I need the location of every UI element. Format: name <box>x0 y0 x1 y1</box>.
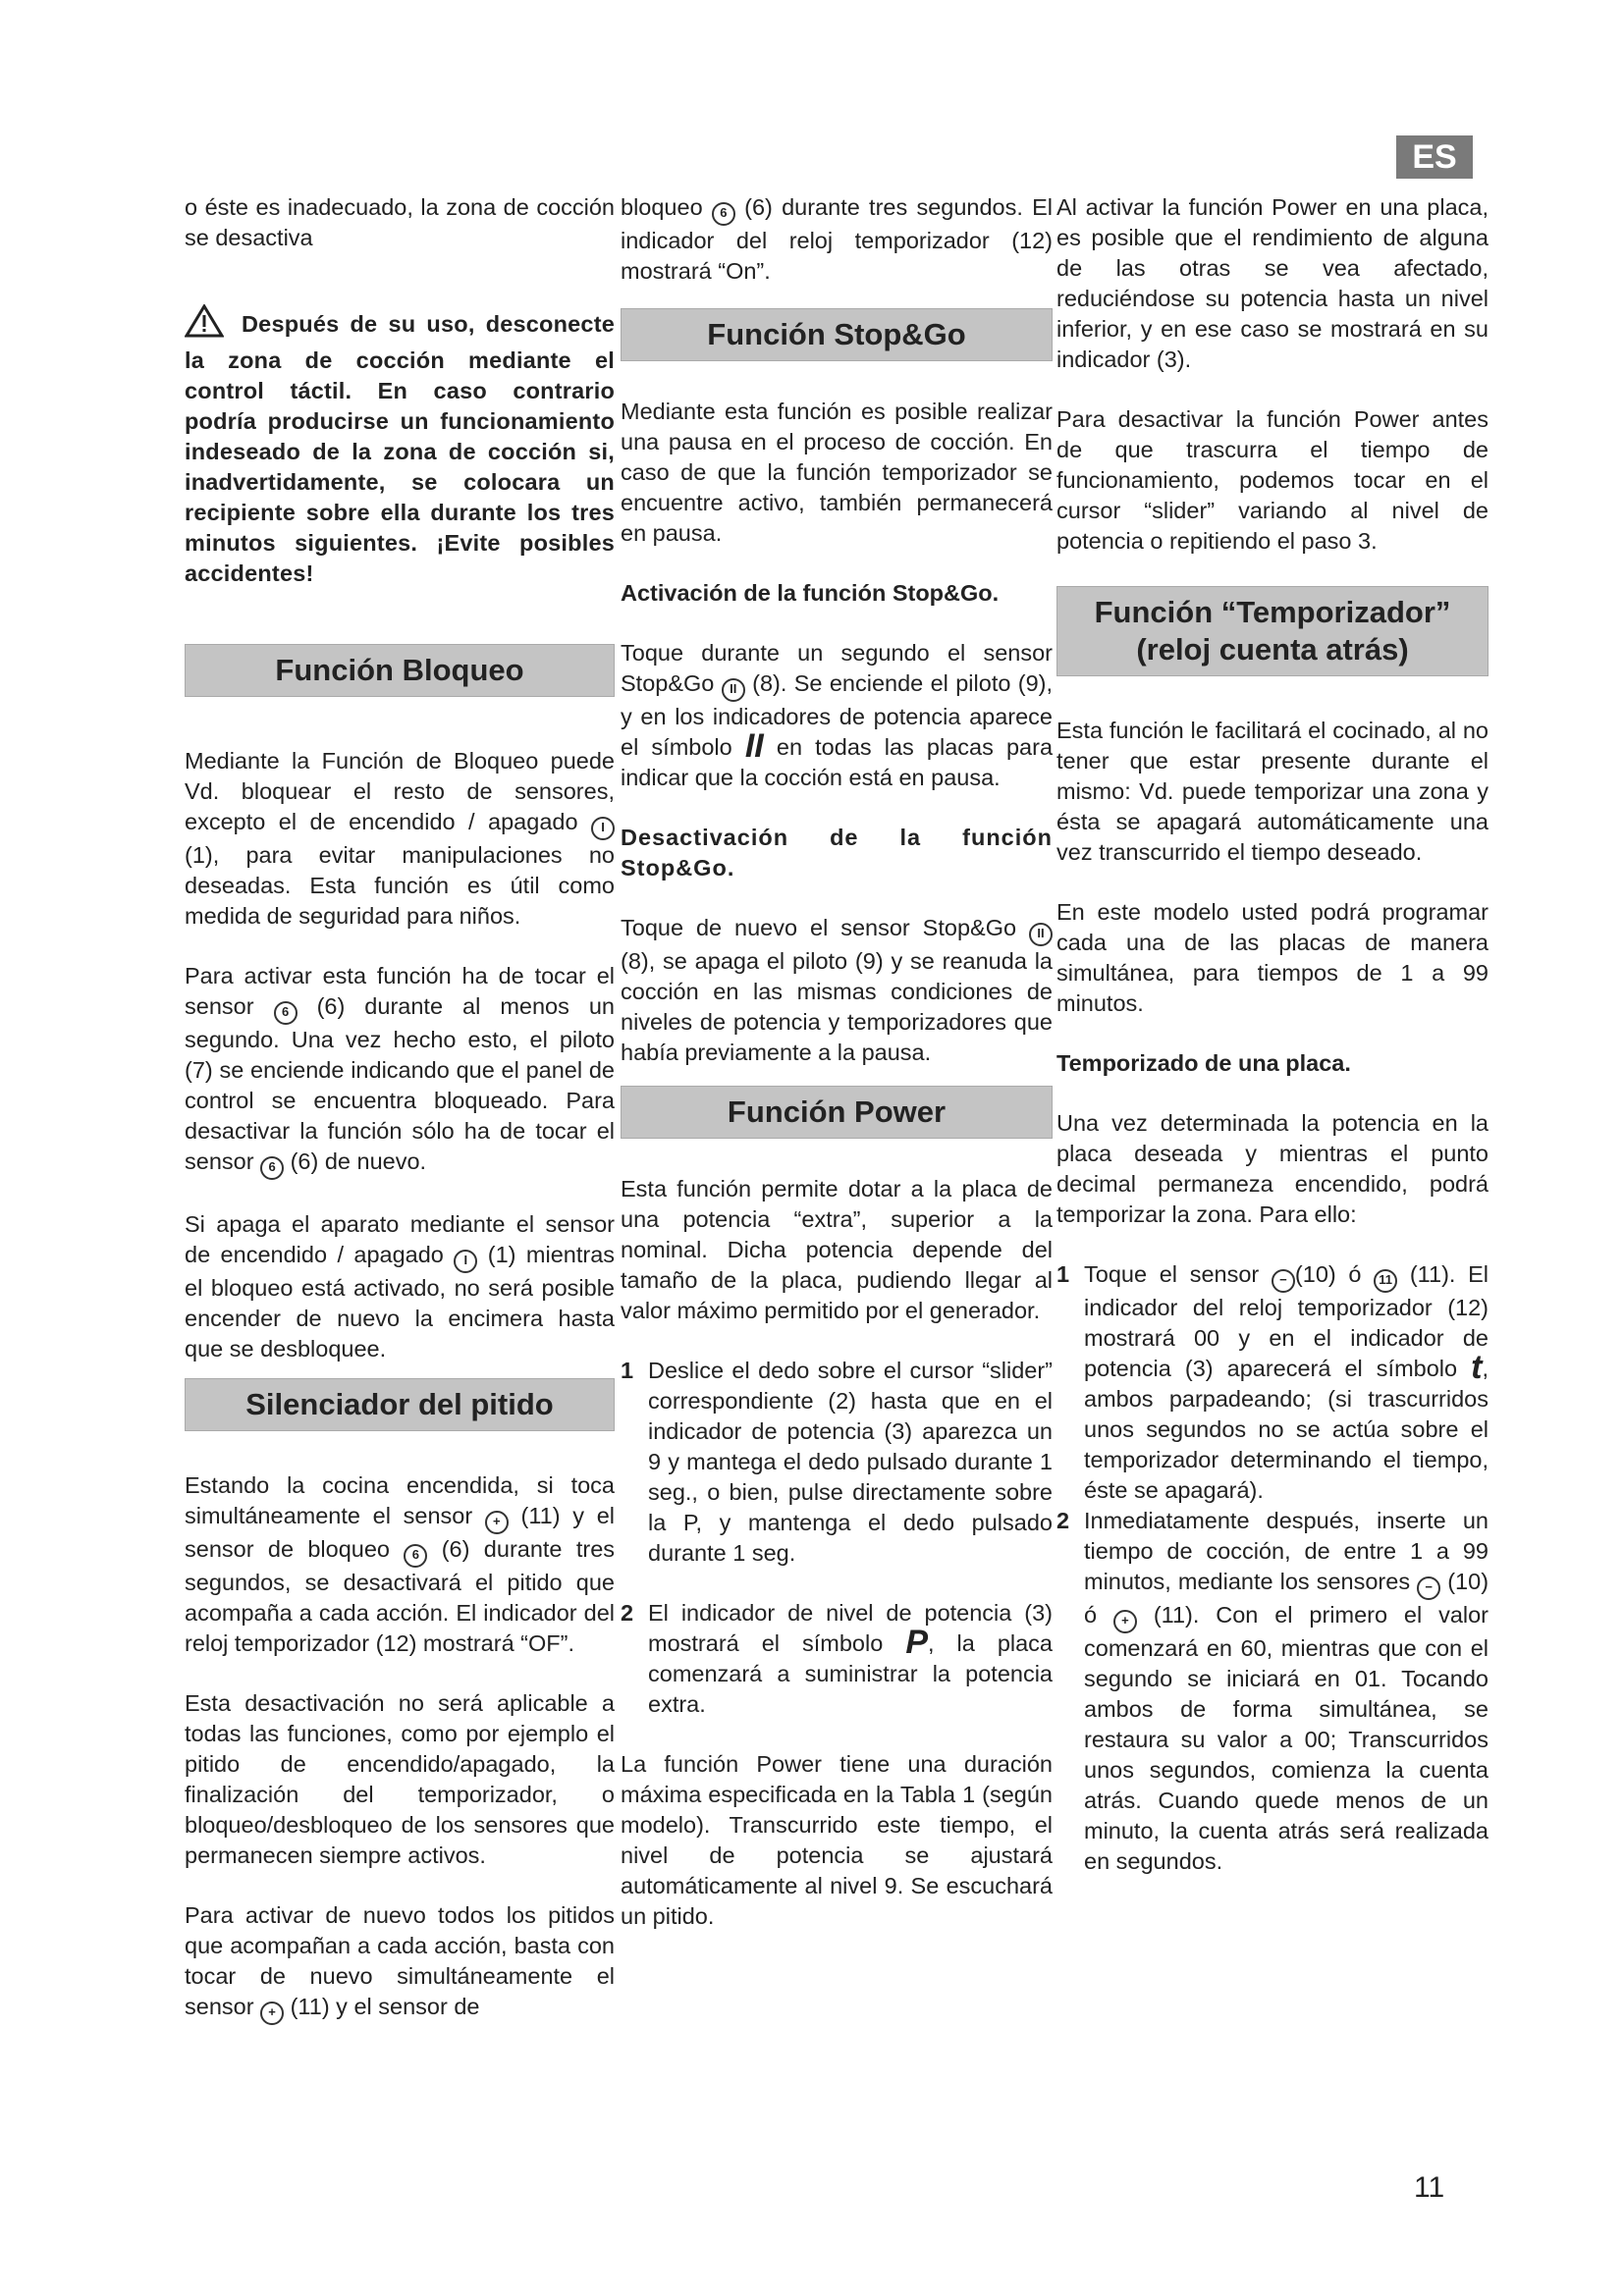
stopgo-sensor-icon: II <box>722 678 745 702</box>
paragraph: Esta función le facilitará el cocinado, al no tener que estar presente durante el mismo: Vd. puede temporizar una zona y ésta se apagará automáticamente una vez transcurrido el tiempo deseado. <box>1056 718 1489 865</box>
paragraph: Una vez determinada la potencia en la placa deseada y mientras el punto decimal permaneza encendido, podrá temporizar la zona. Para ello: <box>1056 1110 1489 1227</box>
paragraph: En este modelo usted podrá programar cada una de las placas de manera simultánea, para tiempos de 1 a 99 minutos. <box>1056 899 1489 1016</box>
paragraph: Toque durante un segundo el sensor Stop&Go II (8). Se enciende el piloto (9), y en los indicadores de potencia aparece el símbolo II en todas las placas para indicar que la cocción está en pausa. <box>621 640 1054 790</box>
heading-silenciador: Silenciador del pitido <box>185 1378 615 1431</box>
subheading: Desactivación de la función Stop&Go. <box>621 825 1053 881</box>
power-sensor-icon: I <box>454 1250 477 1273</box>
paragraph: Para desactivar la función Power antes de que trascurra el tiempo de funcionamiento, podemos tocar en el cursor “slider” variando al nivel de potencia o repitiendo el paso 3. <box>1056 406 1489 554</box>
minus-sensor-icon: − <box>1417 1576 1440 1600</box>
paragraph: bloqueo 6 (6) durante tres segundos. El indicador del reloj temporizador (12) mostrará “On”. <box>621 194 1054 284</box>
plus-sensor-icon: + <box>1113 1610 1137 1633</box>
list-item: 2 El indicador de nivel de potencia (3) mostrará el símbolo P, la placa comenzará a suministrar la potencia extra. <box>621 1600 1054 1717</box>
power-p-symbol: P <box>905 1624 928 1661</box>
subheading: Temporizado de una placa. <box>1056 1050 1351 1076</box>
list-item: 1 Deslice el dedo sobre el cursor “slider” correspondiente (2) hasta que en el indicador de potencia (3) aparezca un 9 y mantega el dedo pulsado durante 1 seg., o bien, pulse directamente sobre la P, y mantenga el dedo pulsado durante 1 seg. <box>621 1358 1053 1566</box>
heading-bloqueo: Función Bloqueo <box>185 644 615 697</box>
pause-symbol: II <box>744 727 764 765</box>
paragraph: La función Power tiene una duración máxima especificada en la Tabla 1 (según modelo). Transcurrido este tiempo, el nivel de potencia se ajustará automáticamente al nivel 9. Se escuchará un pitido. <box>621 1751 1053 1929</box>
power-sensor-icon: I <box>591 817 615 840</box>
heading-power: Función Power <box>621 1086 1053 1139</box>
timer-t-symbol: t <box>1471 1349 1483 1386</box>
plus-sensor-icon: + <box>260 2002 284 2025</box>
minus-sensor-icon: − <box>1272 1269 1295 1293</box>
lock-sensor-icon: 6 <box>274 1001 298 1025</box>
language-tab: ES <box>1396 135 1473 179</box>
column-3 <box>1056 192 1489 1877</box>
paragraph: o éste es inadecuado, la zona de cocción se desactiva <box>185 194 615 250</box>
column-1 <box>185 192 615 2025</box>
lock-sensor-icon: 6 <box>260 1156 284 1180</box>
lock-sensor-icon: 6 <box>712 202 735 226</box>
warning-icon <box>185 304 224 346</box>
paragraph: Mediante la Función de Bloqueo puede Vd. bloquear el resto de sensores, excepto el de encendido / apagado I (1), para evitar manipulaciones no deseadas. Esta función es útil como medida de seguridad para niños. <box>185 748 615 929</box>
list-item: 1 Toque el sensor − (10) ó 11 (11). El indicador del reloj temporizador (12) mostrará 00 y en el indicador de potencia (3) aparecerá el símbolo t, ambos parpadeando; (si trascurridos unos segundos no se actúa sobre el temporizador determinando el tiempo, éste se apagará). <box>1056 1261 1489 1503</box>
plus-sensor-icon: 11 <box>1374 1269 1397 1293</box>
lock-sensor-icon: 6 <box>404 1544 427 1568</box>
column-2 <box>621 192 1053 1932</box>
paragraph: Toque de nuevo el sensor Stop&Go II (8), se apaga el piloto (9) y se reanuda la cocción en las mismas condiciones de niveles de potencia y temporizadores que había previamente a la pausa. <box>621 915 1053 1065</box>
plus-sensor-icon: + <box>485 1511 509 1534</box>
list-item: 2 Inmediatamente después, inserte un tiempo de cocción, de entre 1 a 99 minutos, mediante los sensores − (10) ó + (11). Con el primero el valor comenzará en 60, mientras que con el segundo se iniciará en 01. Tocando ambos de forma simultánea, se restaura su valor a 00; Transcurridos unos segundos, comienza la cuenta atrás. Cuando quede menos de un minuto, la cuenta atrás será realizada en segundos. <box>1056 1508 1489 1874</box>
paragraph: Mediante esta función es posible realizar una pausa en el proceso de cocción. En caso de que la función temporizador se encuentre activo, también permanecerá en pausa. <box>621 399 1053 546</box>
subheading: Activación de la función Stop&Go. <box>621 580 1000 606</box>
paragraph: Para activar esta función ha de tocar el sensor 6 (6) durante al menos un segundo. Una vez hecho esto, el piloto (7) se enciende indicando que el panel de control se encuentra bloqueado. Para desactivar la función sólo ha de tocar el sensor 6 (6) de nuevo. <box>185 961 615 1180</box>
stopgo-sensor-icon: II <box>1029 923 1053 946</box>
paragraph: Esta desactivación no será aplicable a todas las funciones, como por ejemplo el pitido de encendido/apagado, la finalización del temporizador, o bloqueo/desbloqueo de los sensores que permanecen siempre activos. <box>185 1690 615 1868</box>
paragraph: Para activar de nuevo todos los pitidos que acompañan a cada acción, basta con tocar de nuevo simultáneamente el sensor + (11) y el sensor de <box>185 1900 615 2025</box>
timer-steps <box>1056 1259 1489 1877</box>
page-number: 11 <box>1414 2171 1445 2204</box>
paragraph: Al activar la función Power en una placa, es posible que el rendimiento de alguna de las otras se vea afectado, reduciéndose su potencia hasta un nivel inferior, y en ese caso se mostrará en su indicador (3). <box>1056 194 1489 372</box>
power-steps <box>621 1356 1053 1720</box>
heading-temporizador: Función “Temporizador” (reloj cuenta atrás) <box>1056 586 1489 676</box>
paragraph: Si apaga el aparato mediante el sensor de encendido / apagado I (1) mientras el bloqueo está activado, no será posible encender de nuevo la encimera hasta que se desbloquee. <box>185 1211 616 1362</box>
paragraph: Estando la cocina encendida, si toca simultáneamente el sensor + (11) y el sensor de bloqueo 6 (6) durante tres segundos, se desactivará el pitido que acompaña a cada acción. El indicador del reloj temporizador (12) mostrará “OF”. <box>185 1472 616 1656</box>
paragraph: Esta función permite dotar a la placa de una potencia “extra”, superior a la nominal. Dicha potencia depende del tamaño de la placa, pudiendo llegar al valor máximo permitido por el generador. <box>621 1176 1053 1323</box>
heading-stopgo: Función Stop&Go <box>621 308 1053 361</box>
warning-paragraph: Después de su uso, desconecte la zona de cocción mediante el control táctil. En caso contrario podría producirse un funcionamiento indeseado de la zona de cocción si, inadvertidamente, se colocara un recipiente sobre ella durante los tres minutos siguientes. ¡Evite posibles accidentes! <box>185 304 615 589</box>
